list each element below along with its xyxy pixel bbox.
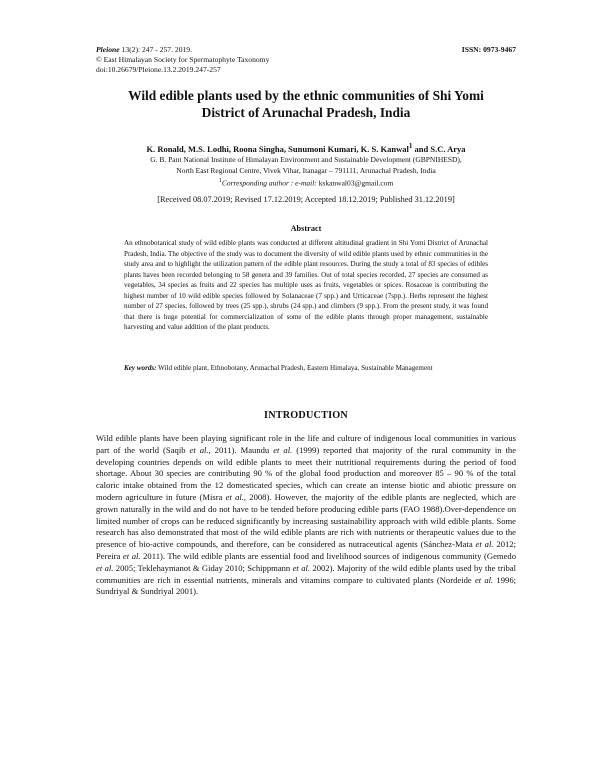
intro-etal: et al.: [474, 574, 494, 585]
corresponding-email[interactable]: kskanwal03@gmail.com: [318, 178, 394, 188]
title-line-1: Wild edible plants used by the ethnic communities of Shi Yomi: [128, 88, 484, 103]
affiliation: [96, 155, 516, 189]
corresponding-author: [96, 176, 516, 189]
intro-segment: (1999) reported that majority of the rural community in the developing countries depends on wild edible plants to meet their nutritional requirements during the period of food shortage. About 30 species are contributing 90 % of the global food production and moreover 85 – 90 % of the total caloric intake obtained from the 12 domesticated species, which can create an intense biotic and abiotic pressure on modern agriculture in future (Misra: [96, 444, 517, 502]
intro-segment: 2002). Majority of the wild edible plants used by the tribal communities are rich in essential nutrients, minerals and vitamins compare to cultivated plants (Nordeide: [96, 562, 516, 585]
corresponding-label: Corresponding author : e-mail:: [221, 178, 319, 188]
intro-segment: Wild edible plants have been playing significant role in the life and culture of indigenous local communities in various part of the world (Saqib: [96, 433, 516, 455]
affiliation-line-1: G. B. Pant National Institute of Himalayan Environment and Sustainable Development (GBPNIHESD),: [150, 155, 462, 164]
intro-etal: et al.: [273, 444, 293, 455]
intro-segment: 2008). However, the majority of the edible plants are neglected, which are grown naturally in the wild and do not have to be tended before producing edible parts (FAO 1988).Over-dependence on limited number of crops can be reduced significantly by increasing sustainability approach with wild edible plants. Some research has also demonstrated that most of the wild edible plants are rich with nutrients or therapeutic values due to the presence of bio-active compounds, and therefore, can be considered as nutraceutical agents (Sánchez-Mata: [96, 491, 516, 550]
abstract-text: An ethnobotanical study of wild edible plants was conducted at different altitudinal gradient in Shi Yomi District of Arunachal Pradesh, India. The objective of the study was to document the diversity of wild edible plants used by ethnic communities in the study area and to highlight the utilization pattern of the edible plant resources. During the study a total of 83 species of edibles plants haves been recorded belonging to 58 genera and 39 families. Out of total species recorded, 27 species are consumed as vegetables, 34 species as fruits and 22 species has multiple uses as fruits, vegetables or spices. Rosaceae is contributing the highest number of 10 wild edible species followed by Solanaceae (7 spp.) and Urticaceae (7spp.). Herbs represent the highest number of 27 species, followed by trees (25 spp.), shrubs (24 spp.) and climbers (9 spp.). From the present study, it was found that there is huge potential for commercialization of some of the edible plants through proper management, sustainable harvesting and value addition of the plant products.: [124, 239, 488, 331]
introduction-heading: INTRODUCTION: [264, 410, 348, 421]
intro-segment: 2012; Pereira: [96, 539, 516, 561]
issn: ISSN: 0973-9467: [461, 45, 516, 54]
volume-pages: 13(2): 247 - 257. 2019.: [121, 45, 192, 54]
paper-title: [96, 88, 516, 121]
intro-etal: et al.,: [225, 491, 247, 502]
intro-etal: et al.: [475, 539, 494, 550]
author-list-tail: and S.C. Arya: [412, 143, 466, 154]
keywords-text: Wild edible plant, Ethnobotany, Arunachal Pradesh, Eastern Himalaya, Sustainable Management: [156, 364, 433, 372]
keywords-label: Key words:: [124, 364, 157, 372]
copyright-line: © East Himalayan Society for Spermatophyte Taxonomy: [96, 55, 270, 64]
journal-name: Pleione: [96, 45, 120, 54]
intro-etal: et al.: [122, 550, 141, 561]
publication-dates: [Received 08.07.2019; Revised 17.12.2019; Accepted 18.12.2019; Published 31.12.2019]: [157, 195, 455, 204]
keywords: [124, 363, 488, 374]
title-line-2: District of Arunachal Pradesh, India: [201, 104, 411, 120]
intro-segment: 2011). Maundu: [210, 444, 274, 455]
intro-etal: et al.,: [189, 444, 211, 455]
abstract-heading: Abstract: [290, 224, 322, 233]
intro-segment: 1996; Sundriyal & Sundriyal 2001).: [96, 574, 516, 597]
corresponding-superscript: 1: [218, 177, 222, 185]
introduction-text: [96, 433, 516, 598]
intro-etal: et al.: [292, 562, 311, 573]
authors: [96, 142, 516, 154]
author-list: K. Ronald, M.S. Lodhi, Roona Singha, Sunumoni Kumari, K. S. Kanwal: [146, 143, 409, 154]
intro-etal: et al.: [96, 562, 114, 573]
intro-segment: 2005; Teklehaymanot & Giday 2010; Schippmann: [113, 562, 293, 573]
author-superscript: 1: [408, 142, 413, 150]
doi-line: doi:10.26679/Pleione.13.2.2019.247-257: [96, 65, 221, 74]
affiliation-line-2: North East Regional Centre, Vivek Vihar, Itanagar – 791111, Arunachal Pradesh, India: [176, 165, 436, 175]
intro-segment: 2011). The wild edible plants are essential food and livelihood sources of indigenous community (Gemedo: [140, 550, 516, 561]
